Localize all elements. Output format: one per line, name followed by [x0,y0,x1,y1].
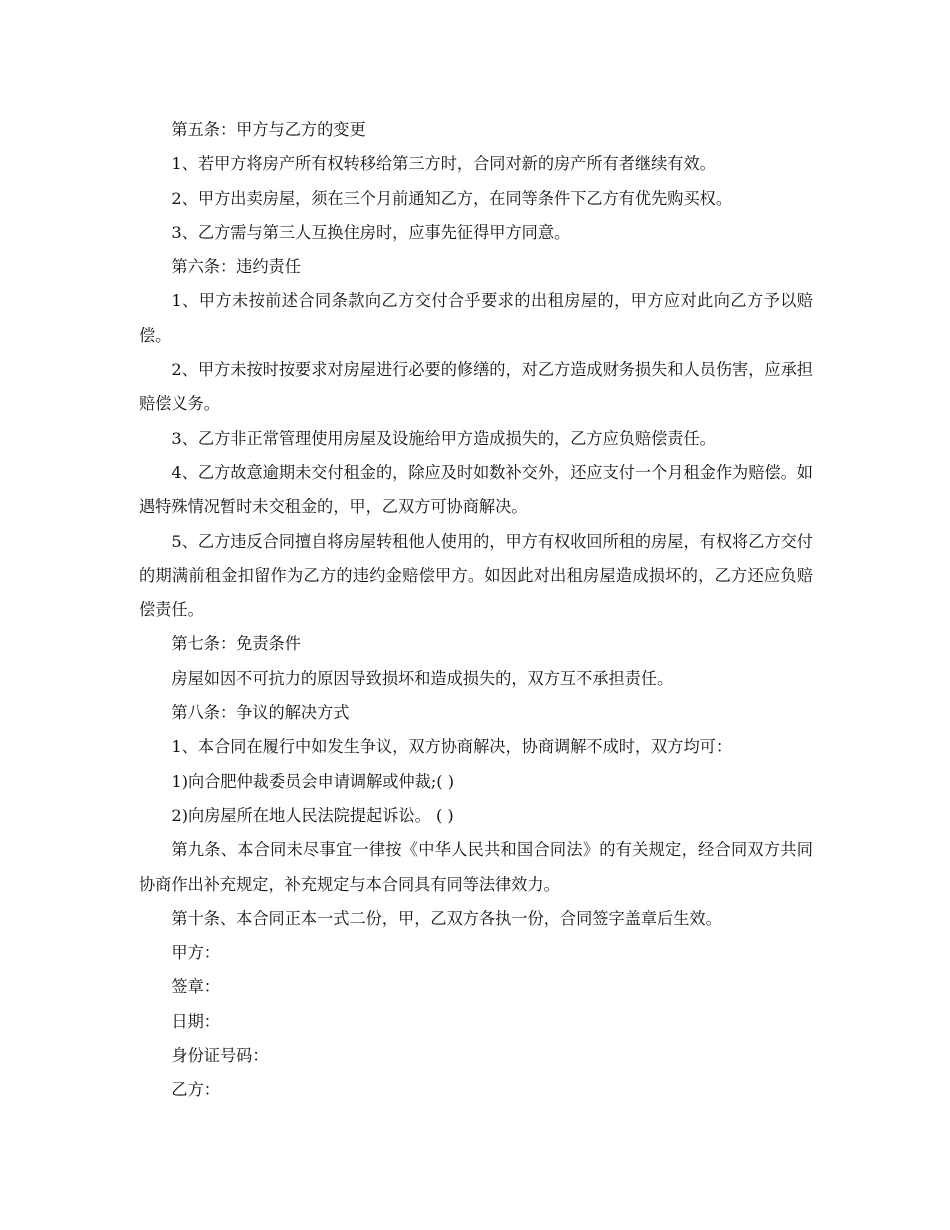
clause-6-item-2: 2、甲方未按时按要求对房屋进行必要的修缮的，对乙方造成财务损失和人员伤害，应承担赔偿义务。 [139,360,813,414]
document-body [139,113,813,1108]
clause-6-item-4: 4、乙方故意逾期未交付租金的，除应及时如数补交外，还应支付一个月租金作为赔偿。如遇特殊情况暂时未交租金的，甲，乙双方可协商解决。 [139,462,813,517]
clause-5-item-1: 1、若甲方将房产所有权转移给第三方时，合同对新的房产所有者继续有效。 [171,154,716,174]
clause-7-body: 房屋如因不可抗力的原因导致损坏和造成损失的，双方互不承担责任。 [171,668,674,688]
id-number-label: 身份证号码： [171,1046,269,1066]
clause-6-heading: 第六条：违约责任 [171,257,301,277]
clause-8-option-2: 2)向房屋所在地人民法院提起诉讼。 ( ) [171,805,454,825]
date-label: 日期： [171,1011,220,1031]
clause-9: 第九条、本合同未尽事宜一律按《中华人民共和国合同法》的有关规定，经合同双方共同协商作出补充规定，补充规定与本合同具有同等法律效力。 [139,840,813,894]
signature-label: 签章： [171,977,220,997]
clause-5-heading: 第五条：甲方与乙方的变更 [171,120,366,139]
clause-7-heading: 第七条：免责条件 [171,634,301,654]
party-b-label: 乙方： [171,1080,220,1100]
clause-6-item-5: 5、乙方违反合同擅自将房屋转租他人使用的，甲方有权收回所租的房屋，有权将乙方交付的期满前租金扣留作为乙方的违约金赔偿甲方。如因此对出租房屋造成损坏的，乙方还应负赔偿责任。 [139,531,813,620]
clause-5-item-3: 3、乙方需与第三人互换住房时，应事先征得甲方同意。 [171,222,571,242]
clause-10: 第十条、本合同正本一式二份，甲，乙双方各执一份，合同签字盖章后生效。 [171,908,722,928]
clause-8-option-1: 1)向合肥仲裁委员会申请调解或仲裁;( ) [171,771,455,791]
clause-5-item-2: 2、甲方出卖房屋，须在三个月前通知乙方，在同等条件下乙方有优先购买权。 [171,188,733,208]
clause-6-item-1: 1、甲方未按前述合同条款向乙方交付合乎要求的出租房屋的，甲方应对此向乙方予以赔偿。 [139,291,813,345]
clause-6-item-3: 3、乙方非正常管理使用房屋及设施给甲方造成损失的，乙方应负赔偿责任。 [171,428,716,448]
clause-8-item-1: 1、本合同在履行中如发生争议，双方协商解决，协商调解不成时，双方均可： [171,737,733,757]
party-a-label: 甲方： [171,943,220,963]
clause-8-heading: 第八条：争议的解决方式 [171,703,350,723]
